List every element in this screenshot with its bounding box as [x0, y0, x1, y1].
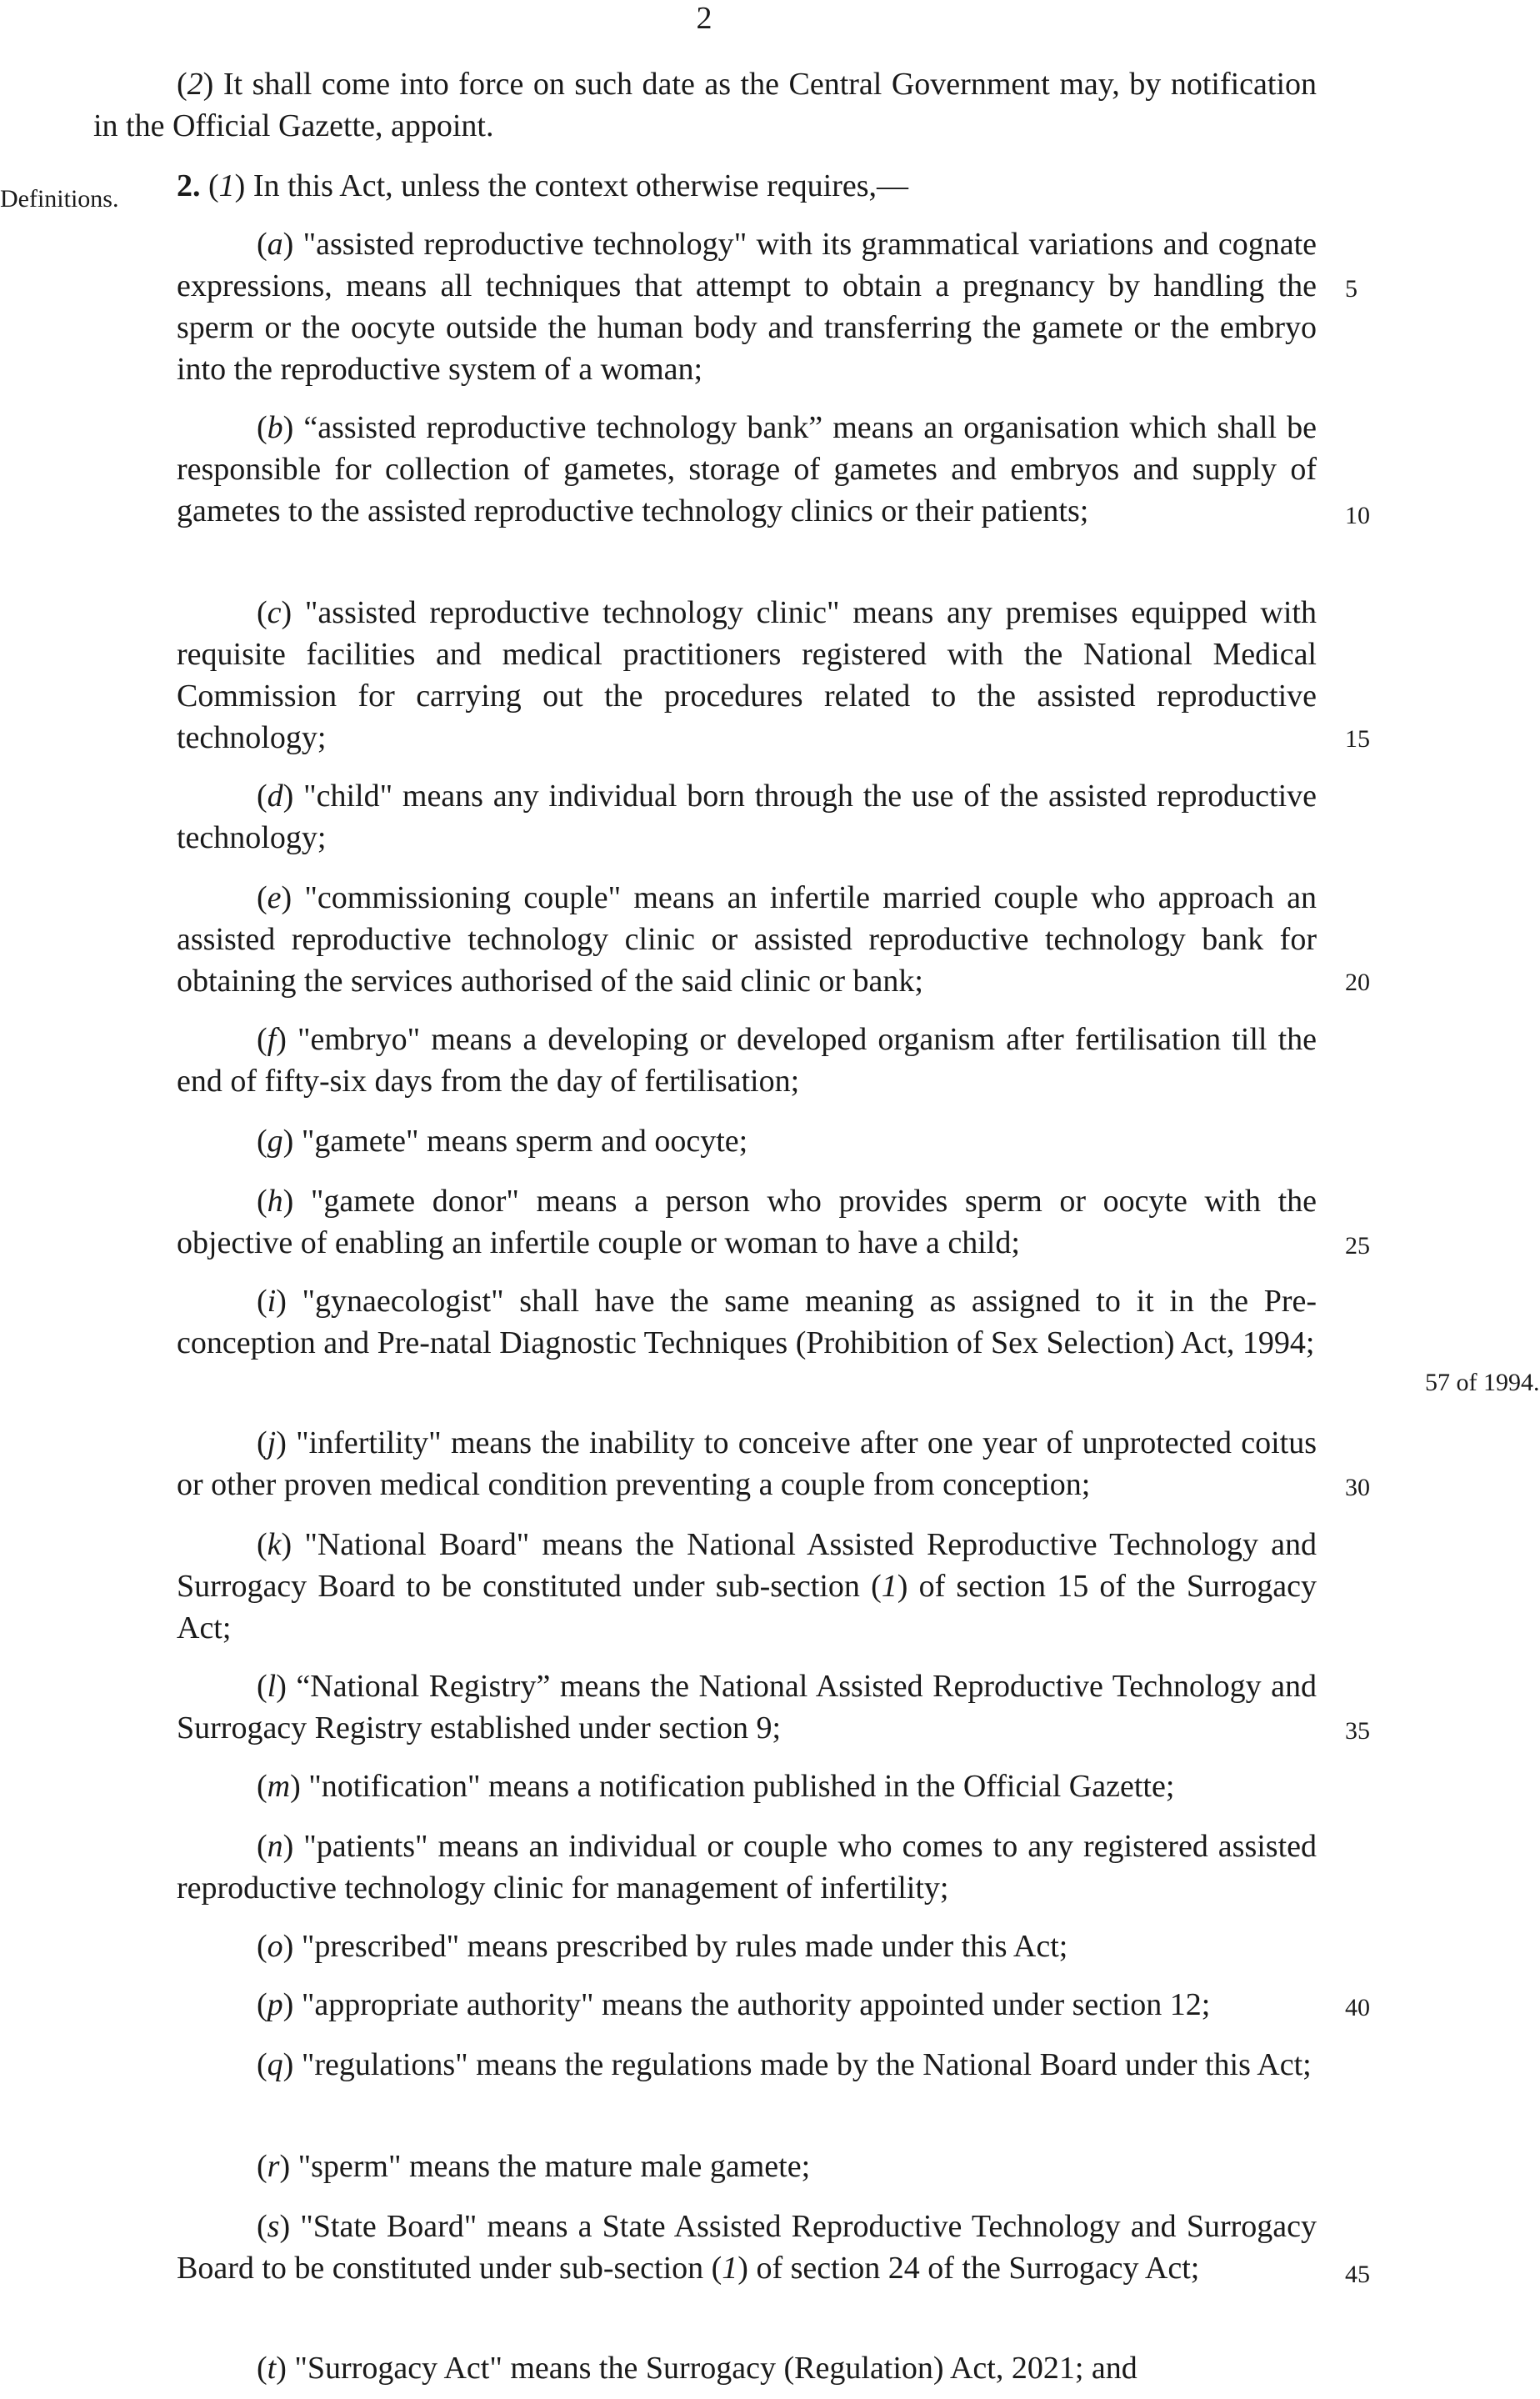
intro-text: It shall come into force on such date as the Central Government may, by notification in the Official Gazette, appoint. — [93, 67, 1317, 143]
section-intro-text: In this Act, unless the context otherwise requires,— — [245, 168, 909, 203]
intro-paragraph: (2) It shall come into force on such date as the Central Government may, by notification in the Official Gazette, appoint. — [93, 67, 1317, 143]
definition-letter: o — [267, 1929, 283, 1964]
page-number: 2 — [696, 1, 712, 36]
definition-text: "notification" means a notification published in the Official Gazette; — [300, 1769, 1175, 1804]
definition-i: (i) "gynaecologist" shall have the same meaning as assigned to it in the Pre-conception and Pre-natal Diagnostic Techniques (Prohibition of Sex Selection) Act, 1994; — [177, 1284, 1317, 1360]
definition-text: "sperm" means the mature male gamete; — [290, 2149, 811, 2184]
definition-text: "gynaecologist" shall have the same meaning as assigned to it in the Pre-conception and Pre-natal Diagnostic Techniques (Prohibition of Sex Selection) Act, 1994; — [177, 1284, 1317, 1360]
line-number: 25 — [1345, 1232, 1370, 1260]
definition-a: (a) "assisted reproductive technology" with its grammatical variations and cognate expressions, means all techniques that attempt to obtain a pregnancy by handling the sperm or the oocyte outside the human body and transferring the gamete or the embryo into the reproductive system of a woman; — [177, 227, 1317, 387]
definition-s: (s) "State Board" means a State Assisted Reproductive Technology and Surrogacy Board to be constituted under sub-section (1) of section 24 of the Surrogacy Act; — [177, 2209, 1317, 2286]
line-number: 45 — [1345, 2261, 1370, 2288]
definition-text: "commissioning couple" means an infertile married couple who approach an assisted reproductive technology clinic or assisted reproductive technology bank for obtaining the services authorised of the said clinic or bank; — [177, 880, 1317, 999]
definition-l: (l) “National Registry” means the National Assisted Reproductive Technology and Surrogacy Registry established under section 9; — [177, 1669, 1317, 1745]
definition-letter: l — [267, 1669, 277, 1704]
definition-q: (q) "regulations" means the regulations made by the National Board under this Act; — [257, 2047, 1312, 2082]
definition-h: (h) "gamete donor" means a person who provides sperm or oocyte with the objective of enabling an infertile couple or woman to have a child; — [177, 1184, 1317, 1260]
definition-text: "State Board" means a State Assisted Reproductive Technology and Surrogacy Board to be constituted under sub-section ( — [177, 2209, 1317, 2286]
definition-text: "patients" means an individual or couple who comes to any registered assisted reproductive technology clinic for management of infertility; — [177, 1829, 1317, 1906]
definition-text: "appropriate authority" means the authority appointed under section 12; — [293, 1987, 1211, 2022]
definition-text: "gamete donor" means a person who provides sperm or oocyte with the objective of enabling an infertile couple or woman to have a child; — [177, 1184, 1317, 1260]
definition-letter: f — [267, 1022, 277, 1057]
line-number: 20 — [1345, 969, 1370, 996]
definition-text: "assisted reproductive technology" with its grammatical variations and cognate expressions, means all techniques that attempt to obtain a pregnancy by handling the sperm or the oocyte outside the human body and transferring the gamete or the embryo into the reproductive system of a woman; — [177, 227, 1317, 387]
subsection-number: 1 — [218, 168, 235, 203]
definition-j: (j) "infertility" means the inability to conceive after one year of unprotected coitus or other proven medical condition preventing a couple from conception; — [177, 1425, 1317, 1502]
definition-letter: k — [267, 1527, 282, 1562]
definition-n: (n) "patients" means an individual or couple who comes to any registered assisted reproductive technology clinic for management of infertility; — [177, 1829, 1317, 1906]
definition-text: "regulations" means the regulations made by the National Board under this Act; — [293, 2047, 1312, 2082]
definition-text: "assisted reproductive technology clinic" means any premises equipped with requisite facilities and medical practitioners registered with the National Medical Commission for carrying out the procedures related to the assisted reproductive technology; — [177, 595, 1317, 755]
definition-letter: h — [267, 1184, 283, 1219]
definition-text: "prescribed" means prescribed by rules made under this Act; — [293, 1929, 1068, 1964]
definition-text: "gamete" means sperm and oocyte; — [293, 1124, 748, 1159]
definition-text: "child" means any individual born through the use of the assisted reproductive technology; — [177, 779, 1317, 855]
definition-d: (d) "child" means any individual born through the use of the assisted reproductive technology; — [177, 779, 1317, 855]
line-number: 40 — [1345, 1994, 1370, 2021]
margin-heading: Definitions. — [0, 185, 119, 213]
definition-f: (f) "embryo" means a developing or developed organism after fertilisation till the end of fifty-six days from the day of fertilisation; — [177, 1022, 1317, 1099]
definition-letter: c — [267, 595, 282, 630]
section-number: 2. — [177, 168, 201, 203]
definition-letter: d — [267, 779, 283, 814]
line-number: 30 — [1345, 1474, 1370, 1501]
line-number: 10 — [1345, 502, 1370, 529]
definition-c: (c) "assisted reproductive technology clinic" means any premises equipped with requisite facilities and medical practitioners registered with the National Medical Commission for carrying out the procedures related to the assisted reproductive technology; — [177, 595, 1317, 755]
definition-r: (r) "sperm" means the mature male gamete; — [257, 2149, 811, 2184]
definition-k: (k) "National Board" means the National Assisted Reproductive Technology and Surrogacy Board to be constituted under sub-section (1) of section 15 of the Surrogacy Act; — [177, 1527, 1318, 1645]
definition-letter: j — [267, 1425, 277, 1460]
definition-letter: p — [267, 1987, 283, 2022]
definition-letter: r — [267, 2149, 280, 2184]
definition-letter: b — [267, 410, 283, 445]
definition-letter: g — [267, 1124, 283, 1159]
section-heading: 2. (1) In this Act, unless the context otherwise requires,— — [177, 168, 909, 203]
definition-text: “National Registry” means the National Assisted Reproductive Technology and Surrogacy Registry established under section 9; — [177, 1669, 1317, 1745]
definition-letter: e — [267, 880, 282, 915]
definition-letter: i — [267, 1284, 277, 1319]
definition-m: (m) "notification" means a notification published in the Official Gazette; — [257, 1769, 1175, 1804]
definition-text: "infertility" means the inability to conceive after one year of unprotected coitus or other proven medical condition preventing a couple from conception; — [177, 1425, 1317, 1502]
definition-text: “assisted reproductive technology bank” means an organisation which shall be responsible for collection of gametes, storage of gametes and embryos and supply of gametes to the assisted reproductive technology clinics or their patients; — [177, 410, 1317, 528]
definition-g: (g) "gamete" means sperm and oocyte; — [257, 1124, 748, 1159]
definition-t: (t) "Surrogacy Act" means the Surrogacy (Regulation) Act, 2021; and — [257, 2351, 1138, 2386]
definition-p: (p) "appropriate authority" means the authority appointed under section 12; — [257, 1987, 1211, 2022]
definition-b: (b) “assisted reproductive technology bank” means an organisation which shall be responsible for collection of gametes, storage of gametes and embryos and supply of gametes to the assisted reproductive technology clinics or their patients; — [177, 410, 1317, 528]
definition-letter: s — [267, 2209, 280, 2244]
margin-citation: 57 of 1994. — [1425, 1369, 1540, 1396]
definition-text: ) of section 15 of the Surrogacy Act; — [177, 1569, 1318, 1645]
definition-text: "National Board" means the National Assisted Reproductive Technology and Surrogacy Board to be constituted under sub-section ( — [177, 1527, 1317, 1604]
definition-letter: m — [267, 1769, 291, 1804]
definition-letter: t — [267, 2351, 277, 2386]
definition-text: "Surrogacy Act" means the Surrogacy (Regulation) Act, 2021; and — [286, 2351, 1138, 2386]
line-number: 15 — [1345, 725, 1370, 753]
definition-letter: q — [267, 2047, 283, 2082]
definition-letter: a — [267, 227, 283, 262]
definition-text: "embryo" means a developing or developed organism after fertilisation till the end of fifty-six days from the day of fertilisation; — [177, 1022, 1317, 1099]
subsection-reference: 1 — [881, 1569, 898, 1604]
definition-text: ) of section 24 of the Surrogacy Act; — [738, 2251, 1200, 2286]
line-number: 5 — [1345, 275, 1358, 303]
definition-o: (o) "prescribed" means prescribed by rules made under this Act; — [257, 1929, 1068, 1964]
definition-e: (e) "commissioning couple" means an infertile married couple who approach an assisted reproductive technology clinic or assisted reproductive technology bank for obtaining the services authorised of the said clinic or bank; — [177, 880, 1317, 999]
line-number: 35 — [1345, 1717, 1370, 1745]
subsection-number: 2 — [187, 67, 203, 102]
definition-letter: n — [267, 1829, 283, 1864]
subsection-reference: 1 — [722, 2251, 738, 2286]
